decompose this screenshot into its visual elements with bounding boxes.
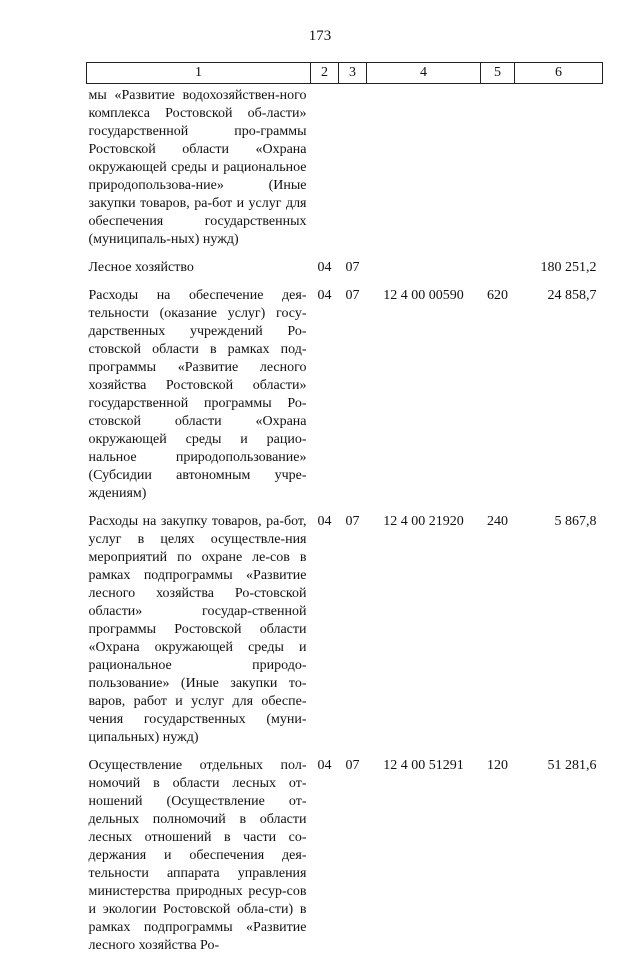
- row-expense-type: [481, 84, 515, 260]
- row-subsection: 07: [345, 288, 360, 303]
- row-subsection: 07: [345, 514, 360, 529]
- page-number: 173: [308, 28, 332, 44]
- row-amount: 24 858,7: [547, 288, 597, 303]
- column-header-target-article: 4: [367, 63, 481, 84]
- column-header-section: 2: [311, 63, 339, 84]
- column-header-amount: 6: [515, 63, 603, 84]
- table-row: [87, 84, 603, 260]
- row-expense-type: 620: [487, 288, 508, 303]
- column-header-name: 1: [87, 63, 311, 84]
- row-name: Осуществление отдельных пол-номочий в области лесных от-ношений (Осуществление от-дельных полномочий в области лесных отношений в части со-держания и обеспечения дея-тельности аппарата управления министерства природных ресур-сов и экологии Ростовской обла-сти) в рамках подпрограммы «Развитие лесного хозяйства Ро-: [88, 758, 307, 953]
- row-section: 04: [317, 514, 332, 529]
- table-row: [87, 287, 603, 513]
- row-name: Лесное хозяйство: [88, 260, 194, 275]
- row-amount: [515, 84, 603, 260]
- row-target-article: 12 4 00 00590: [383, 288, 464, 303]
- budget-table: [86, 62, 603, 955]
- column-header-subsection: 3: [339, 63, 367, 84]
- row-name: мы «Развитие водохозяйствен-ного комплекса Ростовской об-ласти» государственной про-граммы Ростовской области «Охрана окружающей среды и рациональное природопользова-ние» (Иные закупки товаров, ра-бот и услуг для обеспечения государственных (муниципаль-ных) нужд): [88, 88, 307, 247]
- table-row: [87, 513, 603, 757]
- row-target-article: [367, 84, 481, 260]
- row-expense-type: 240: [487, 514, 508, 529]
- row-amount: 51 281,6: [547, 758, 597, 773]
- row-subsection: 07: [345, 758, 360, 773]
- row-amount: 180 251,2: [540, 260, 597, 275]
- row-expense-type: 120: [487, 758, 508, 773]
- row-subsection: 07: [345, 260, 360, 275]
- row-name: Расходы на обеспечение дея-тельности (оказание услуг) госу-дарственных учреждений Ро-стовской области в рамках под-программы «Развитие лесного хозяйства Ростовской области» государственной программы Ро-стовской области «Охрана окружающей среды и рацио-нальное природопользование» (Субсидии автономным учре-ждениям): [88, 288, 307, 501]
- row-amount: 5 867,8: [554, 514, 597, 529]
- row-target-article: 12 4 00 21920: [383, 514, 464, 529]
- row-section: 04: [317, 260, 332, 275]
- table-row: [87, 259, 603, 287]
- row-expense-type: [481, 259, 515, 287]
- table-header-row: [87, 63, 603, 84]
- table-row: [87, 757, 603, 955]
- row-section: 04: [317, 288, 332, 303]
- column-header-expense-type: 5: [481, 63, 515, 84]
- row-section: [311, 84, 339, 260]
- row-target-article: [367, 259, 481, 287]
- row-subsection: [339, 84, 367, 260]
- row-target-article: 12 4 00 51291: [383, 758, 464, 773]
- row-section: 04: [317, 758, 332, 773]
- row-name: Расходы на закупку товаров, ра-бот, услуг в целях осуществле-ния мероприятий по охране ле-сов в рамках подпрограммы «Развитие лесного хозяйства Ро-стовской области» государ-ственной программы Ростовской области «Охрана окружающей среды и рациональное природо-пользование» (Иные закупки то-варов, работ и услуг для обеспе-чения государственных (муни-ципальных) нужд): [88, 514, 307, 745]
